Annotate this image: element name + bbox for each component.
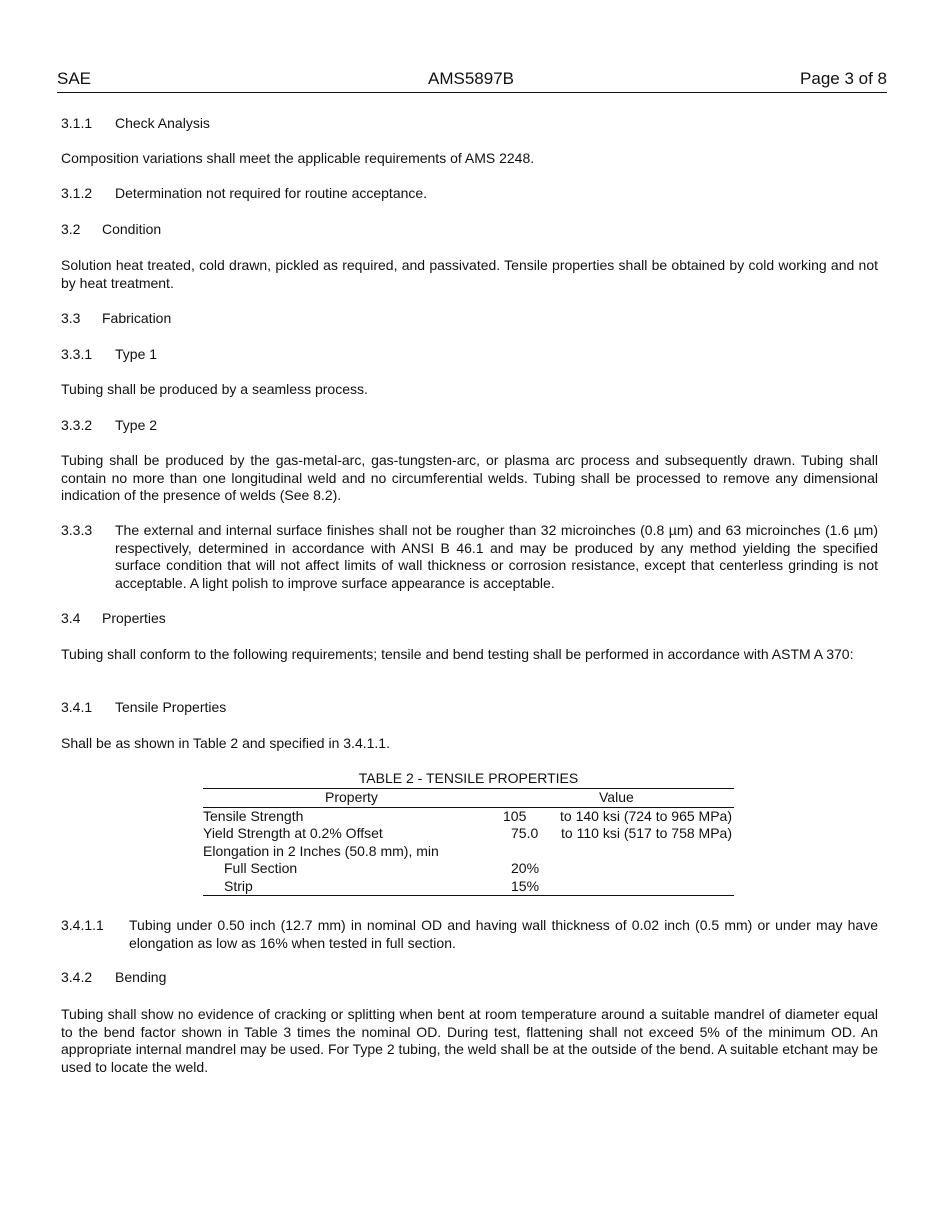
section-number: 3.4.2 [61,969,93,985]
section-title: Fabrication [102,310,172,326]
section-title: Check Analysis [115,115,210,131]
cell-value-range: to 110 ksi (517 to 758 MPa) [561,825,732,841]
paragraph-3-3-1: Tubing shall be produced by a seamless process. [61,381,368,397]
page-header [57,68,887,93]
section-3-4-1-heading [61,699,227,717]
paragraph-3-4: Tubing shall conform to the following requirements; tensile and bend testing shall be performed in accordance with ASTM A 370: [61,646,854,662]
cell-value-low: 20% [511,860,540,876]
section-number: 3.1.1 [61,115,93,131]
paragraph-3-3-2: Tubing shall be produced by the gas-metal-arc, gas-tungsten-arc, or plasma arc process and subsequently drawn. Tubing shall contain no more than one longitudinal weld and no circumferential welds. Tubing shall be processed to remove any dimensional indication of the presence of welds (See 8.2). [61,452,878,503]
section-number: 3.3 [61,310,81,326]
section-number: 3.2 [61,221,81,237]
section-number: 3.1.2 [61,185,93,201]
table-row [203,878,734,896]
section-3-4-2-heading [61,969,167,987]
section-title: Type 1 [115,346,158,362]
header-org: SAE [57,69,92,88]
section-3-1-1-heading [61,115,210,133]
section-3-3-1-heading [61,346,158,364]
paragraph-3-1-1: Composition variations shall meet the applicable requirements of AMS 2248. [61,150,535,166]
header-doc-number: AMS5897B [428,69,514,88]
paragraph-3-4-2: Tubing shall show no evidence of cracking or splitting when bent at room temperature around a suitable mandrel of diameter equal to the bend factor shown in Table 3 times the nominal OD. During test, flattening shall not exceed 5% of the minimum OD. An appropriate internal mandrel may be used. For Type 2 tubing, the weld shall be at the outside of the bend. A suitable etchant may be used to locate the weld. [61,1006,878,1075]
section-number: 3.4.1.1 [61,917,104,933]
section-3-1-2-heading [61,185,428,203]
table-bottom-rule [203,895,734,896]
paragraph-3-2: Solution heat treated, cold drawn, pickled as required, and passivated. Tensile properties shall be obtained by cold working and not by heat treatment. [61,257,878,291]
table-row [203,825,734,843]
section-title: Properties [102,610,166,626]
cell-property: Elongation in 2 Inches (50.8 mm), min [203,842,439,859]
table-header-row [203,789,734,807]
tensile-properties-table [203,768,734,896]
section-text: Tubing under 0.50 inch (12.7 mm) in nominal OD and having wall thickness of 0.02 inch (0.5 mm) or under may have elongation as low as 16% when tested in full section. [129,917,878,951]
section-3-3-2-heading [61,417,158,435]
column-header-value: Value [599,789,634,805]
cell-property: Full Section [224,860,298,876]
section-title: Bending [115,969,167,985]
section-title: Type 2 [115,417,158,433]
cell-value-low: 15% [511,877,540,894]
section-number: 3.4 [61,610,81,626]
section-number: 3.4.1 [61,699,93,715]
table-row [203,860,734,878]
cell-property: Yield Strength at 0.2% Offset [203,825,383,841]
cell-value-low: 105 [503,807,527,824]
section-title: Condition [102,221,162,237]
table-row [203,808,734,826]
cell-property: Tensile Strength [203,807,304,824]
cell-property: Strip [224,877,253,894]
section-title: Determination not required for routine acceptance. [115,185,428,201]
table-row [203,843,734,861]
cell-value-range: to 140 ksi (724 to 965 MPa) [560,807,732,824]
section-3-3-heading [61,310,172,328]
section-number: 3.3.1 [61,346,93,362]
section-number: 3.3.2 [61,417,93,433]
paragraph-3-4-1: Shall be as shown in Table 2 and specified in 3.4.1.1. [61,735,390,751]
table-caption: TABLE 2 - TENSILE PROPERTIES [358,770,579,786]
section-3-2-heading [61,221,162,239]
column-header-property: Property [325,789,378,805]
section-text: The external and internal surface finishes shall not be rougher than 32 microinches (0.8 µm) and 63 microinches (1.6 µm) respectively, determined in accordance with ANSI B 46.1 and may be produced by any method yielding the specified surface condition that will not affect limits of wall thickness or corrosion resistance, except that centerless grinding is not acceptable. A light polish to improve surface appearance is acceptable. [115,522,878,591]
section-number: 3.3.3 [61,522,93,538]
section-3-4-heading [61,610,166,628]
header-page-number: Page 3 of 8 [800,69,887,88]
cell-value-low: 75.0 [511,825,539,841]
section-title: Tensile Properties [115,699,227,715]
